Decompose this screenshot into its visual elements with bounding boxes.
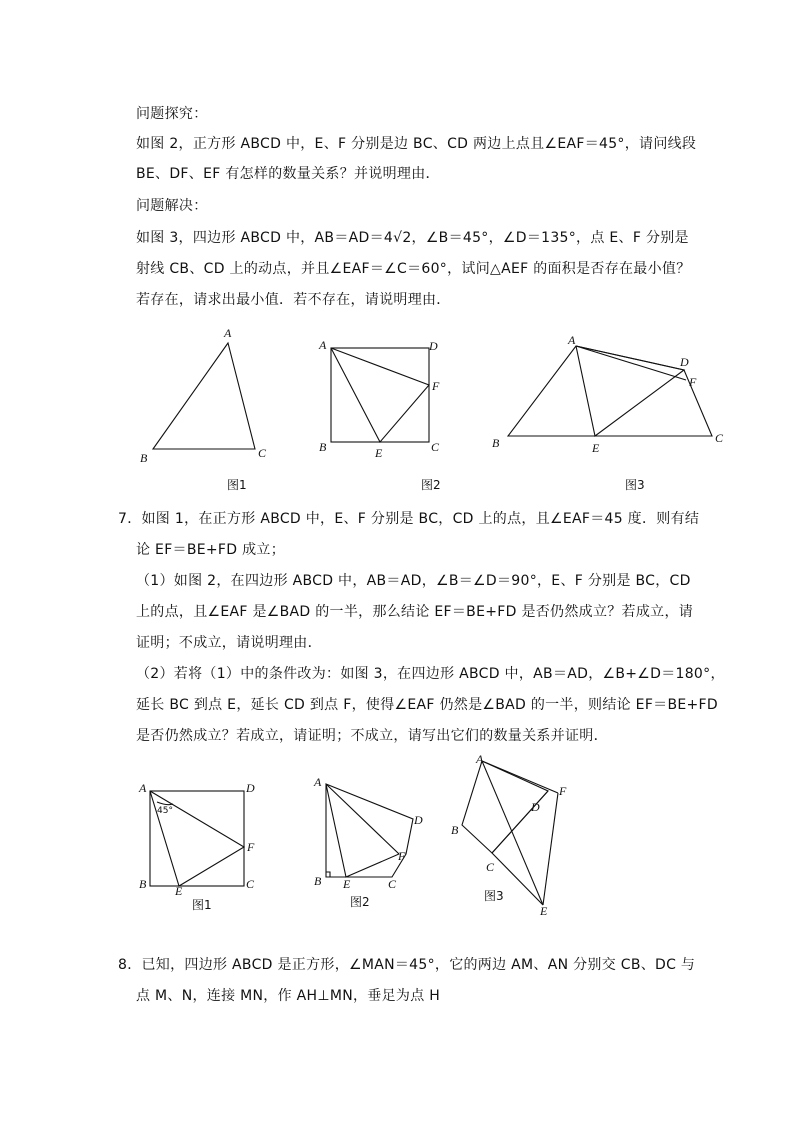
vertex-label-c: C	[715, 431, 724, 445]
text-line: 如图 2，正方形 ABCD 中，E、F 分别是边 BC、CD 两边上点且∠EAF＝45°，请问线段	[136, 136, 697, 152]
vertex-label-a: A	[476, 753, 484, 766]
vertex-label-c: C	[486, 860, 495, 874]
vertex-label-a: A	[139, 781, 147, 795]
row2-figure1	[135, 778, 270, 918]
vertex-label-b: B	[451, 823, 459, 837]
vertex-label-a: A	[568, 333, 576, 347]
vertex-label-d: D	[414, 813, 423, 827]
vertex-label-b: B	[139, 877, 147, 891]
text-line: 点 M、N，连接 MN，作 AH⊥MN，垂足为点 H	[136, 988, 441, 1004]
vertex-label-d: D	[531, 800, 540, 814]
row2-figure3	[445, 753, 580, 923]
heading-problem-explore: 问题探究：	[136, 106, 208, 122]
vertex-label-f: F	[689, 375, 697, 389]
angle-label: 45°	[157, 806, 173, 816]
vertex-label-c: C	[388, 877, 397, 891]
text-line: 射线 CB、CD 上的动点，并且∠EAF＝∠C＝60°，试问△AEF 的面积是否存在最小值？	[136, 261, 691, 277]
sub-question-2: （2）若将（1）中的条件改为：如图 3，在四边形 ABCD 中，AB＝AD，∠B+∠D＝180°，	[136, 666, 725, 682]
text-line: 延长 BC 到点 E，延长 CD 到点 F，使得∠EAF 仍然是∠BAD 的一半，则结论 EF＝BE+FD	[136, 697, 718, 713]
vertex-label-c: C	[258, 446, 267, 460]
text-line: 如图 3，四边形 ABCD 中，AB＝AD＝4√2，∠B＝45°，∠D＝135°，点 E、F 分别是	[136, 230, 689, 246]
text-line: 若存在，请求出最小值．若不存在，请说明理由．	[136, 292, 451, 308]
vertex-label-e: E	[540, 904, 548, 918]
figure-caption: 图1	[192, 898, 212, 912]
row1-figure3	[488, 330, 728, 497]
figure-caption: 图2	[421, 478, 441, 492]
row1-figure2	[315, 330, 455, 497]
figure-caption: 图3	[625, 478, 645, 492]
vertex-label-e: E	[343, 877, 351, 891]
row2-figure2	[310, 774, 440, 914]
vertex-label-a: A	[319, 338, 327, 352]
triangle-abc	[153, 343, 255, 449]
text-line: 上的点，且∠EAF 是∠BAD 的一半，那么结论 EF＝BE+FD 是否仍然成立？若成立，请	[136, 604, 694, 620]
sub-question-1: （1）如图 2，在四边形 ABCD 中，AB＝AD，∠B＝∠D＝90°，E、F 分别是 BC，CD	[136, 573, 691, 589]
row1-figure1	[135, 322, 275, 497]
vertex-label-f: F	[247, 840, 255, 854]
vertex-label-b: B	[140, 451, 148, 465]
text-line: 是否仍然成立？若成立，请证明；不成立，请写出它们的数量关系并证明．	[136, 728, 608, 744]
vertex-label-f: F	[432, 379, 440, 393]
figure-caption: 图3	[484, 889, 504, 903]
vertex-label-a: A	[224, 326, 232, 340]
vertex-label-f: F	[559, 784, 567, 798]
heading-problem-solve: 问题解决：	[136, 198, 208, 214]
question-8: 8．已知，四边形 ABCD 是正方形，∠MAN＝45°，它的两边 AM、AN 分别交 CB、DC 与	[118, 957, 696, 973]
vertex-label-c: C	[431, 440, 440, 454]
text-line: BE、DF、EF 有怎样的数量关系？并说明理由．	[136, 166, 440, 182]
vertex-label-e: E	[175, 884, 183, 898]
vertex-label-d: D	[429, 339, 438, 353]
vertex-label-b: B	[319, 440, 327, 454]
vertex-label-b: B	[314, 874, 322, 888]
vertex-label-d: D	[246, 781, 255, 795]
vertex-label-e: E	[375, 446, 383, 460]
figure-caption: 图1	[227, 478, 247, 492]
vertex-label-c: C	[246, 877, 255, 891]
text-line: 论 EF＝BE+FD 成立；	[136, 542, 286, 558]
vertex-label-b: B	[492, 436, 500, 450]
text-line: 证明；不成立，请说明理由．	[136, 635, 322, 651]
vertex-label-a: A	[314, 775, 322, 789]
figure-caption: 图2	[350, 895, 370, 909]
vertex-label-f: F	[398, 849, 406, 863]
vertex-label-d: D	[680, 355, 689, 369]
vertex-label-e: E	[592, 441, 600, 455]
question-7: 7．如图 1，在正方形 ABCD 中，E、F 分别是 BC，CD 上的点，且∠EAF＝45 度．则有结	[118, 511, 700, 527]
